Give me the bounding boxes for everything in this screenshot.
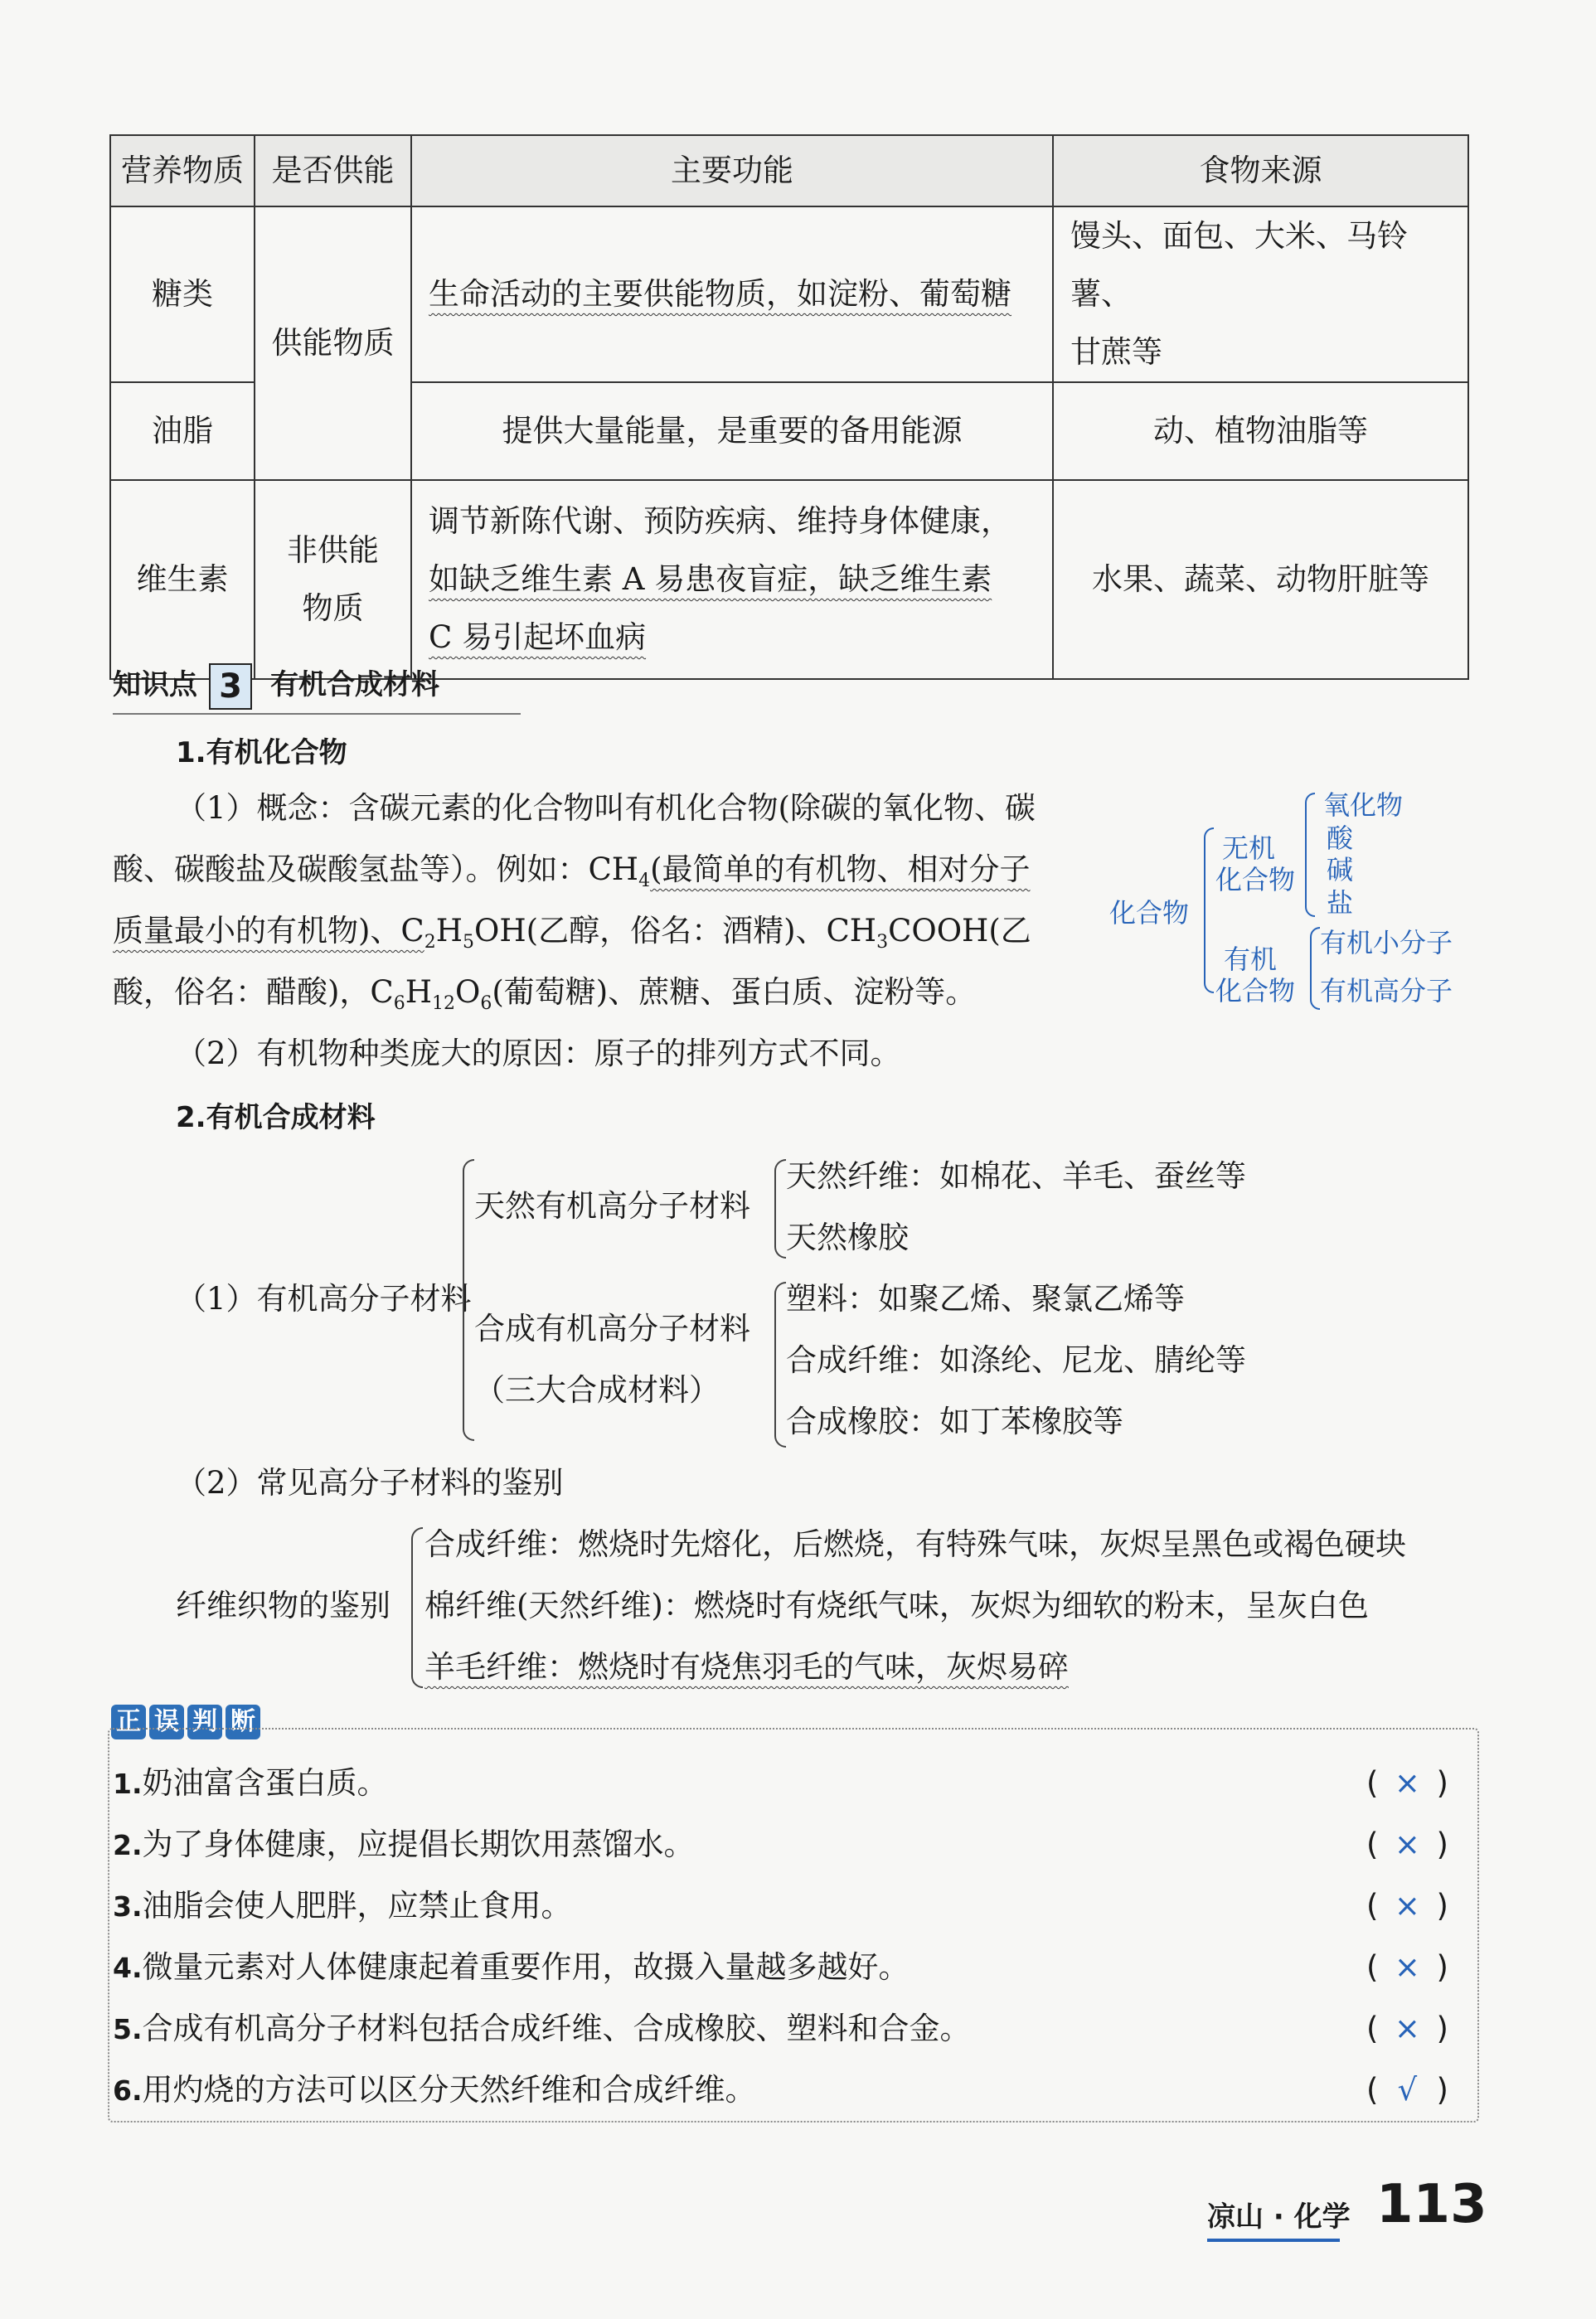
table-row <box>110 480 1468 679</box>
answer-symbol: × <box>1394 1827 1420 1862</box>
tree-brace <box>411 1527 423 1688</box>
header-nutrient: 营养物质 <box>110 135 255 206</box>
source-cell: 动、植物油脂等 <box>1053 382 1468 480</box>
function-line: 调节新陈代谢、预防疾病、维持身体健康， <box>429 503 1011 539</box>
footer-book: 凉山 · 化学 <box>1207 2200 1351 2234</box>
para-line: （1）概念：含碳元素的化合物叫有机化合物(除碳的氧化物、碳 <box>176 790 1036 826</box>
hw-organic: 有机 <box>1224 944 1278 975</box>
tree-leaf: 天然橡胶 <box>786 1220 909 1255</box>
hw-item: 酸 <box>1327 822 1354 854</box>
judge-item <box>113 2061 1472 2120</box>
function-text: 生命活动的主要供能物质，如淀粉、葡萄糖 <box>429 276 1011 312</box>
hw-item: 有机高分子 <box>1320 975 1453 1007</box>
answer-symbol: √ <box>1397 2072 1418 2108</box>
function-line: 如缺乏维生素 A 易患夜盲症，缺乏维生素 <box>429 561 992 597</box>
text-run: (葡萄糖)、蔗糖、蛋白质、淀粉等。 <box>492 974 977 1010</box>
tree-brace <box>463 1159 474 1441</box>
para-line: （2）常见高分子材料的鉴别 <box>176 1465 564 1501</box>
answer-mark: ( × ) <box>1366 1816 1448 1874</box>
tree-root: 纤维织物的鉴别 <box>176 1588 391 1623</box>
tree-leaf: 合成橡胶：如丁苯橡胶等 <box>786 1404 1123 1439</box>
section2-title: 2.有机合成材料 <box>176 1101 376 1134</box>
answer-symbol: × <box>1394 1888 1420 1924</box>
subscript: 6 <box>480 993 492 1014</box>
item-text: 为了身体健康，应提倡长期饮用蒸馏水。 <box>142 1827 695 1862</box>
tree-leaf <box>424 1637 1069 1698</box>
hw-brace <box>1204 827 1214 993</box>
text-run: O <box>455 974 481 1010</box>
item-text: 油脂会使人肥胖，应禁止食用。 <box>142 1888 572 1924</box>
item-number: 1. <box>113 1768 143 1800</box>
handwritten-note <box>1109 779 1491 1028</box>
judge-item <box>113 1938 1472 1997</box>
kp-label: 知识点 <box>113 668 197 701</box>
tag-char: 正 <box>111 1705 146 1739</box>
answer-symbol: × <box>1394 1949 1420 1985</box>
function-cell: 提供大量能量，是重要的备用能源 <box>411 382 1053 480</box>
subscript: 4 <box>638 871 651 891</box>
text-run: 酸、碳酸盐及碳酸氢盐等）。例如：CH <box>113 851 639 887</box>
hw-item: 氧化物 <box>1323 789 1404 821</box>
tree-brace <box>774 1159 786 1259</box>
item-number: 5. <box>113 2013 143 2045</box>
para-line: （2）有机物种类庞大的原因：原子的排列方式不同。 <box>176 1036 901 1071</box>
energy-line: 物质 <box>302 590 364 626</box>
hw-inorganic: 化合物 <box>1215 864 1296 895</box>
judge-item <box>113 1754 1472 1813</box>
function-cell <box>411 206 1053 382</box>
answer-mark: ( × ) <box>1366 2000 1448 2058</box>
hw-item: 盐 <box>1327 887 1354 919</box>
header-function: 主要功能 <box>411 135 1053 206</box>
header-source: 食物来源 <box>1053 135 1468 206</box>
tree-leaf: 棉纤维(天然纤维)：燃烧时有烧纸气味，灰烬为细软的粉末，呈灰白色 <box>424 1588 1369 1623</box>
tree-node: 合成有机高分子材料 <box>474 1311 750 1346</box>
hw-organic: 化合物 <box>1215 975 1296 1007</box>
source-line: 甘蔗等 <box>1070 334 1162 370</box>
tree-node: （三大合成材料） <box>474 1372 720 1408</box>
energy-cell: 供能物质 <box>255 206 411 480</box>
hw-inorganic: 无机 <box>1222 832 1276 864</box>
judge-item <box>113 1816 1472 1875</box>
answer-mark: ( × ) <box>1366 1938 1448 1996</box>
table-header-row <box>110 135 1468 206</box>
hw-brace <box>1305 793 1315 917</box>
nutrient-name: 维生素 <box>110 480 255 679</box>
tag-char: 断 <box>226 1705 260 1739</box>
nutrient-name: 油脂 <box>110 382 255 480</box>
tree-leaf: 合成纤维：燃烧时先熔化，后燃烧，有特殊气味，灰烬呈黑色或褐色硬块 <box>424 1526 1406 1562</box>
source-cell <box>1053 206 1468 382</box>
judge-item <box>113 2000 1472 2059</box>
text-run: (最简单的有机物、相对分子 <box>650 851 1031 887</box>
subscript: 6 <box>393 993 405 1014</box>
subscript: 2 <box>424 932 436 953</box>
text-run: 酸，俗名：醋酸)，C <box>113 974 394 1010</box>
tree-node: 天然有机高分子材料 <box>474 1188 750 1224</box>
knowledge-point-header <box>113 662 439 710</box>
source-cell: 水果、蔬菜、动物肝脏等 <box>1053 480 1468 679</box>
item-number: 4. <box>113 1952 143 1984</box>
item-text: 奶油富含蛋白质。 <box>142 1765 388 1801</box>
item-number: 6. <box>113 2074 143 2107</box>
tree-leaf: 塑料：如聚乙烯、聚氯乙烯等 <box>786 1281 1185 1317</box>
tree-root: （1）有机高分子材料 <box>176 1281 472 1317</box>
item-text: 用灼烧的方法可以区分天然纤维和合成纤维。 <box>142 2072 756 2108</box>
header-energy: 是否供能 <box>255 135 411 206</box>
hw-brace <box>1310 927 1320 1010</box>
answer-mark: ( √ ) <box>1366 2061 1448 2119</box>
judge-item <box>113 1877 1472 1936</box>
kp-title: 有机合成材料 <box>270 668 439 701</box>
text-run: COOH(乙 <box>888 913 1031 948</box>
subscript: 3 <box>876 932 889 953</box>
answer-symbol: × <box>1394 1765 1420 1801</box>
source-line: 馒头、面包、大米、马铃薯、 <box>1070 218 1408 312</box>
energy-line: 非供能 <box>287 532 379 568</box>
hw-item: 碱 <box>1327 854 1354 885</box>
kp-number: 3 <box>209 663 252 710</box>
item-number: 3. <box>113 1890 143 1923</box>
tree-leaf: 天然纤维：如棉花、羊毛、蚕丝等 <box>786 1158 1246 1194</box>
answer-symbol: × <box>1394 2011 1420 2046</box>
text-run: H <box>405 974 433 1010</box>
text-run: OH(乙醇，俗名：酒精)、CH <box>474 913 877 948</box>
function-cell <box>411 480 1053 679</box>
item-text: 微量元素对人体健康起着重要作用，故摄入量越多越好。 <box>142 1949 910 1985</box>
energy-cell <box>255 480 411 679</box>
footer-rule <box>1207 2239 1340 2242</box>
tag-char: 判 <box>187 1705 222 1739</box>
item-text: 合成有机高分子材料包括合成纤维、合成橡胶、塑料和合金。 <box>142 2011 971 2046</box>
nutrient-name: 糖类 <box>110 206 255 382</box>
answer-mark: ( × ) <box>1366 1754 1448 1812</box>
tree-brace <box>774 1282 786 1448</box>
answer-mark: ( × ) <box>1366 1877 1448 1935</box>
tag-char: 误 <box>149 1705 184 1739</box>
hw-root: 化合物 <box>1109 897 1190 929</box>
leaf-text: 羊毛纤维：燃烧时有烧焦羽毛的气味，灰烬易碎 <box>424 1649 1069 1685</box>
tree-leaf: 合成纤维：如涤纶、尼龙、腈纶等 <box>786 1342 1246 1378</box>
kp-underline <box>113 713 521 715</box>
text-run: H <box>435 913 463 948</box>
table-row <box>110 206 1468 382</box>
page-number: 113 <box>1376 2174 1487 2235</box>
item-number: 2. <box>113 1829 143 1861</box>
subscript: 12 <box>432 993 456 1014</box>
nutrition-table <box>109 134 1469 680</box>
text-run: 质量最小的有机物)、C <box>113 913 424 948</box>
section1-title: 1.有机化合物 <box>176 736 347 769</box>
subscript: 5 <box>463 932 475 953</box>
function-line: C 易引起坏血病 <box>429 619 647 655</box>
hw-item: 有机小分子 <box>1320 927 1453 958</box>
